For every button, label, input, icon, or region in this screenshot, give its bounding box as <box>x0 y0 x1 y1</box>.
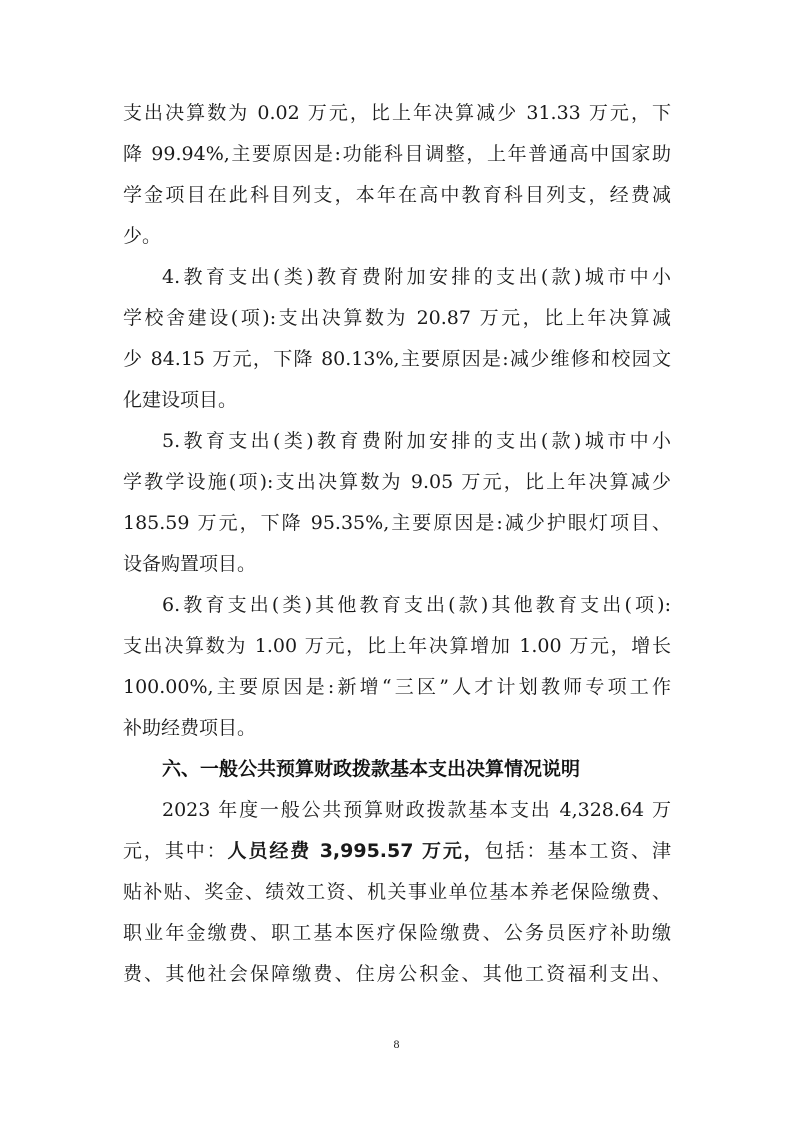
paragraph-line: 学校舍建设(项):支出决算数为 20.87 万元，比上年决算减 <box>123 307 671 329</box>
paragraph-line: 4.教育支出(类)教育费附加安排的支出(款)城市中小 <box>162 266 671 288</box>
paragraph-line: 学金项目在此科目列支，本年在高中教育科目列支，经费减 <box>123 184 671 206</box>
paragraph-line: 6.教育支出(类)其他教育支出(款)其他教育支出(项): <box>162 594 671 616</box>
paragraph-line: 贴补贴、奖金、绩效工资、机关事业单位基本养老保险缴费、 <box>123 881 671 903</box>
paragraph-line: 职业年金缴费、职工基本医疗保险缴费、公务员医疗补助缴 <box>123 922 671 944</box>
paragraph-line: 支出决算数为 1.00 万元，比上年决算增加 1.00 万元，增长 <box>123 635 671 657</box>
text-run: 包括：基本工资、津 <box>484 840 671 862</box>
paragraph-line: 设备购置项目。 <box>123 553 257 575</box>
paragraph-line: 100.00%,主要原因是:新增“三区”人才计划教师专项工作 <box>123 676 671 698</box>
text-run: 元，其中： <box>123 840 228 862</box>
paragraph-line: 学教学设施(项):支出决算数为 9.05 万元，比上年决算减少 <box>123 471 671 493</box>
paragraph-line: 少。 <box>123 225 162 247</box>
section-heading: 六、一般公共预算财政拨款基本支出决算情况说明 <box>162 758 581 780</box>
paragraph-line: 化建设项目。 <box>123 389 238 411</box>
paragraph-line: 支出决算数为 0.02 万元，比上年决算减少 31.33 万元，下 <box>123 102 671 124</box>
paragraph-line: 2023 年度一般公共预算财政拨款基本支出 4,328.64 万 <box>162 799 671 821</box>
paragraph-line: 少 84.15 万元，下降 80.13%,主要原因是:减少维修和校园文 <box>123 348 671 370</box>
paragraph-line: 5.教育支出(类)教育费附加安排的支出(款)城市中小 <box>162 430 671 452</box>
paragraph-line: 补助经费项目。 <box>123 717 257 739</box>
bold-text-run: 人员经费 3,995.57 万元， <box>227 840 485 862</box>
paragraph-line: 费、其他社会保障缴费、住房公积金、其他工资福利支出、 <box>123 963 671 985</box>
paragraph-line-mixed <box>123 834 671 868</box>
paragraph-line: 185.59 万元，下降 95.35%,主要原因是:减少护眼灯项目、 <box>123 512 671 534</box>
page-number: 8 <box>393 1037 400 1051</box>
paragraph-line: 降 99.94%,主要原因是:功能科目调整，上年普通高中国家助 <box>123 143 671 165</box>
